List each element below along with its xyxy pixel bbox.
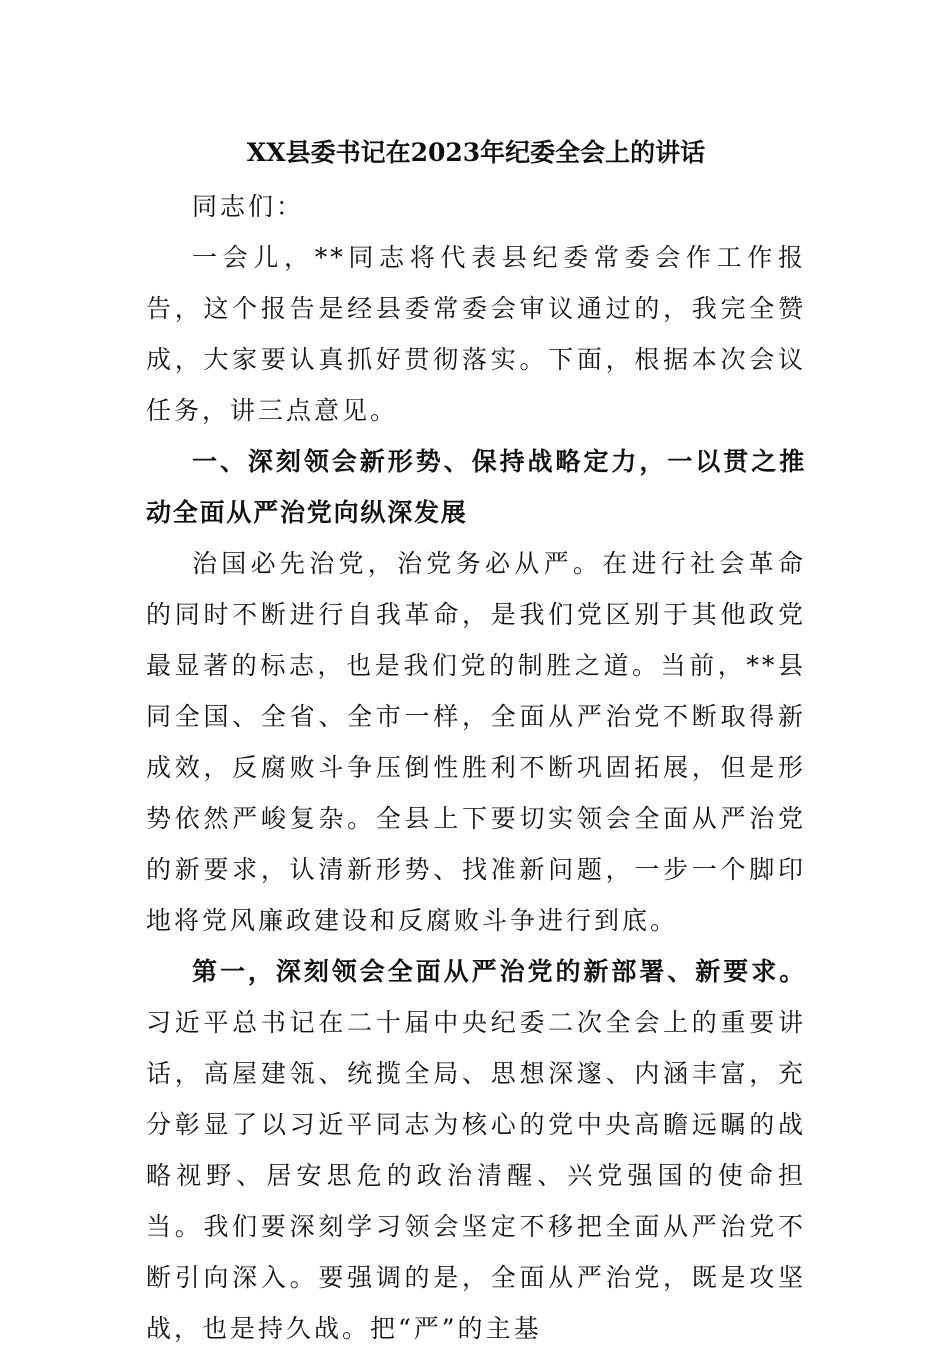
document-body [146, 125, 806, 1354]
point-1-lead: 第一，深刻领会全面从严治党的新部署、新要求。 [192, 957, 806, 986]
section-1-paragraph: 治国必先治党，治党务必从严。在进行社会革命的同时不断进行自我革命，是我们党区别于其他政党最显著的标志，也是我们党的制胜之道。当前，**县同全国、全省、全市一样，全面从严治党不断取得新成效，反腐败斗争压倒性胜利不断巩固拓展，但是形势依然严峻复杂。全县上下要切实领会全面从严治党的新要求，认清新形势、找准新问题，一步一个脚印地将党风廉政建设和反腐败斗争进行到底。 [146, 549, 806, 935]
section-1-heading: 一、深刻领会新形势、保持战略定力，一以贯之推动全面从严治党向纵深发展 [146, 447, 806, 527]
intro-paragraph: 一会儿，**同志将代表县纪委常委会作工作报告，这个报告是经县委常委会审议通过的，我完全赞成，大家要认真抓好贯彻落实。下面，根据本次会议任务，讲三点意见。 [146, 243, 806, 425]
point-1-text: 习近平总书记在二十届中央纪委二次全会上的重要讲话，高屋建瓴、统揽全局、思想深邃、内涵丰富，充分彰显了以习近平同志为核心的党中央高瞻远瞩的战略视野、居安思危的政治清醒、兴党强国的使命担当。我们要深刻学习领会坚定不移把全面从严治党不断引向深入。要强调的是，全面从严治党，既是攻坚战，也是持久战。把“严”的主基 [146, 1008, 806, 1343]
document-title: XX县委书记在2023年纪委全会上的讲话 [246, 138, 706, 167]
salutation: 同志们： [192, 192, 305, 221]
point-1-paragraph [146, 946, 806, 1354]
